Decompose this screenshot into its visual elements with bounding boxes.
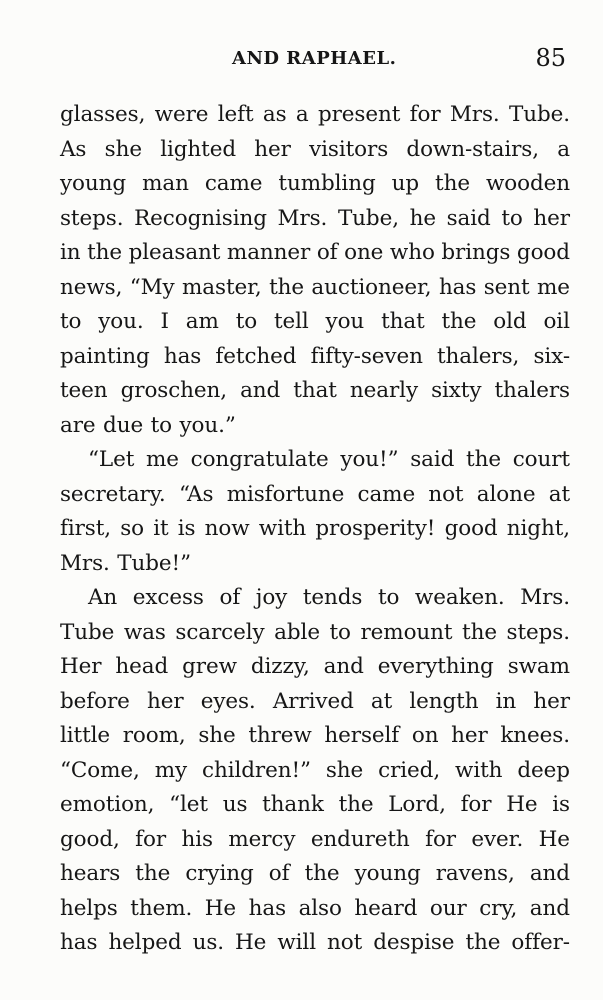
text-word: man xyxy=(142,171,189,196)
text-word: you. xyxy=(98,309,144,334)
text-word: said xyxy=(410,447,455,472)
text-word: as xyxy=(262,102,287,127)
text-word: sixty xyxy=(431,378,482,403)
text-word: to xyxy=(377,585,400,610)
text-word: young xyxy=(60,171,127,196)
text-word: thalers, xyxy=(437,343,520,369)
text-word: the xyxy=(87,240,123,265)
text-word: herself xyxy=(324,723,400,748)
text-word: has xyxy=(60,930,98,955)
text-word: glasses, xyxy=(60,102,146,127)
text-word: steps. xyxy=(60,205,124,231)
text-word: Mrs. xyxy=(449,102,500,127)
text-word: and xyxy=(529,895,570,921)
text-word: present xyxy=(317,102,401,127)
text-line xyxy=(60,926,570,961)
text-word: the xyxy=(269,274,304,300)
text-word: not xyxy=(428,481,464,507)
text-word: manner xyxy=(226,240,311,265)
text-word: children!” xyxy=(202,757,311,783)
text-word: a xyxy=(557,136,570,162)
text-word: tends xyxy=(302,585,363,610)
text-word: not xyxy=(327,930,363,955)
text-word: in xyxy=(495,688,517,714)
text-line xyxy=(60,857,570,892)
text-word: first, xyxy=(60,516,112,541)
text-word: emotion, xyxy=(60,792,155,817)
text-word: swam xyxy=(507,654,570,679)
text-line xyxy=(60,719,570,754)
text-word: Lord, xyxy=(388,792,446,817)
text-word: Mrs. xyxy=(60,550,110,576)
text-word: cried, xyxy=(378,757,441,783)
text-word: on xyxy=(411,723,439,748)
text-word: is xyxy=(177,516,196,541)
text-word: despise xyxy=(373,930,455,955)
text-word: mercy xyxy=(228,826,296,852)
text-word: dizzy, xyxy=(250,654,310,679)
text-word: cry, xyxy=(479,895,518,921)
text-word: Her xyxy=(60,654,102,679)
text-word: for xyxy=(135,826,167,852)
text-line xyxy=(60,202,570,237)
text-word: As xyxy=(60,136,87,162)
text-word: is xyxy=(552,792,570,817)
text-word: for xyxy=(409,102,441,127)
text-word: teen xyxy=(60,378,108,403)
text-word: our xyxy=(429,895,467,921)
text-word: so xyxy=(120,516,145,541)
running-title: AND RAPHAEL. xyxy=(232,48,397,69)
text-word: good, xyxy=(60,826,120,852)
text-word: deep xyxy=(517,757,570,783)
text-word: us xyxy=(222,792,248,817)
text-word: able xyxy=(274,619,320,645)
text-word: hears xyxy=(60,861,121,886)
text-word: Mrs. xyxy=(277,205,328,231)
text-word: six- xyxy=(533,343,570,369)
text-word: me xyxy=(537,274,570,300)
text-word: threw xyxy=(248,723,312,748)
text-word: were xyxy=(154,102,209,127)
text-word: offer- xyxy=(511,930,570,955)
text-word: she xyxy=(198,723,236,748)
text-word: thalers xyxy=(494,378,570,403)
text-word: her xyxy=(533,205,570,231)
text-word: master, xyxy=(182,274,262,300)
text-word: fetched xyxy=(215,343,297,369)
text-word: to xyxy=(60,309,82,334)
text-word: secretary. xyxy=(60,481,166,507)
text-word: to xyxy=(235,309,258,334)
text-line xyxy=(60,340,570,375)
text-word: she xyxy=(325,757,364,783)
page-number: 85 xyxy=(535,44,566,72)
text-word: “My xyxy=(129,274,175,300)
text-word: Tube!” xyxy=(117,550,191,576)
text-word: knees. xyxy=(500,723,570,748)
text-word: her xyxy=(451,723,488,748)
text-word: misfortune xyxy=(226,481,345,507)
text-word: painting xyxy=(60,343,150,369)
text-line xyxy=(60,271,570,306)
text-word: her xyxy=(146,688,184,714)
text-word: he xyxy=(409,205,436,231)
text-word: congratulate xyxy=(190,447,329,472)
text-word: came xyxy=(357,481,416,507)
text-word: auctioneer, xyxy=(311,274,432,300)
text-line xyxy=(60,754,570,789)
text-word: you xyxy=(325,309,365,334)
text-word: wooden xyxy=(485,171,570,196)
text-word: who xyxy=(389,240,435,265)
text-word: “Come, xyxy=(60,757,140,783)
text-word: down-stairs, xyxy=(406,136,539,162)
text-word: the xyxy=(462,619,497,645)
text-word: you!” xyxy=(340,447,399,472)
text-word: and xyxy=(323,654,364,679)
text-word: it xyxy=(153,516,169,541)
text-line xyxy=(60,823,570,858)
text-line xyxy=(60,374,570,409)
text-word: in xyxy=(60,240,81,265)
text-word: good xyxy=(444,516,498,541)
text-line xyxy=(60,305,570,340)
text-word: Arrived xyxy=(272,688,354,714)
text-word: endureth xyxy=(310,826,410,852)
text-word: one xyxy=(344,240,384,265)
text-word: me xyxy=(145,447,179,472)
text-word: fifty-seven xyxy=(310,343,423,369)
text-word: Tube, xyxy=(337,205,399,231)
text-word: old xyxy=(493,309,527,334)
text-word: up xyxy=(391,171,420,196)
text-word: you.” xyxy=(179,412,236,438)
text-line xyxy=(60,892,570,927)
text-word: Mrs. xyxy=(520,585,570,610)
text-word: of xyxy=(316,240,338,265)
text-word: also xyxy=(298,895,342,921)
text-line xyxy=(60,98,570,133)
text-word: of xyxy=(268,861,290,886)
text-word: everything xyxy=(377,654,494,679)
running-head xyxy=(0,44,603,76)
text-word: Recognising xyxy=(134,205,267,231)
text-word: pleasant xyxy=(128,240,221,265)
text-word: the xyxy=(338,792,374,817)
text-word: ravens, xyxy=(435,861,515,886)
text-word: she xyxy=(104,136,142,162)
text-word: alone xyxy=(476,481,536,507)
text-line xyxy=(60,443,570,478)
text-word: He xyxy=(538,826,570,852)
text-line xyxy=(60,650,570,685)
text-word: scarcely xyxy=(175,619,265,645)
text-word: due xyxy=(103,412,144,438)
text-line xyxy=(60,133,570,168)
text-word: of xyxy=(219,585,241,610)
text-word: am xyxy=(185,309,219,334)
text-word: and xyxy=(240,378,281,403)
text-word: room, xyxy=(122,723,186,748)
text-word: young xyxy=(354,861,421,886)
text-word: oil xyxy=(543,309,570,334)
text-word: and xyxy=(529,861,570,886)
text-word: nearly xyxy=(349,378,418,403)
text-word: He xyxy=(235,930,267,955)
text-line xyxy=(60,616,570,651)
text-line xyxy=(60,547,570,582)
text-word: her xyxy=(254,136,291,162)
text-word: before xyxy=(60,688,130,714)
text-word: his xyxy=(181,826,213,852)
text-line xyxy=(60,581,570,616)
text-word: for xyxy=(425,826,456,852)
text-word: her xyxy=(533,688,570,714)
text-line xyxy=(60,788,570,823)
text-word: court xyxy=(512,447,570,472)
text-line xyxy=(60,167,570,202)
text-word: He xyxy=(204,895,237,921)
text-word: excess xyxy=(132,585,204,610)
text-word: lighted xyxy=(160,136,237,162)
text-word: news, xyxy=(60,274,123,300)
text-word: He xyxy=(506,792,538,817)
text-word: joy xyxy=(255,585,288,610)
text-word: “let xyxy=(169,792,208,817)
text-word: will xyxy=(277,930,316,955)
text-word: has xyxy=(438,274,477,300)
text-word: left xyxy=(217,102,254,127)
text-word: the xyxy=(435,171,470,196)
text-word: the xyxy=(466,447,501,472)
text-word: heard xyxy=(354,895,418,921)
text-word: my xyxy=(154,757,188,783)
text-word: with xyxy=(455,757,503,783)
text-word: to xyxy=(501,205,523,231)
text-word: good xyxy=(516,240,570,265)
text-line xyxy=(60,478,570,513)
text-word: remount xyxy=(360,619,453,645)
text-word: tell xyxy=(273,309,309,334)
text-line xyxy=(60,409,570,444)
text-word: night, xyxy=(506,516,570,541)
text-word: them. xyxy=(130,895,193,921)
text-word: that xyxy=(293,378,337,403)
text-word: grew xyxy=(182,654,237,679)
text-word: was xyxy=(123,619,166,645)
text-word: I xyxy=(160,309,169,334)
text-word: eyes. xyxy=(200,688,256,714)
text-word: Tube. xyxy=(508,102,570,127)
text-word: Tube xyxy=(60,619,115,645)
text-word: the xyxy=(135,861,171,886)
body-text xyxy=(60,98,570,961)
text-word: steps. xyxy=(506,619,570,645)
text-word: tumbling xyxy=(278,171,376,196)
text-word: us. xyxy=(192,930,224,955)
text-word: has xyxy=(248,895,287,921)
text-word: prosperity! xyxy=(315,516,436,541)
text-word: that xyxy=(381,309,425,334)
text-word: An xyxy=(88,585,118,610)
text-word: said xyxy=(446,205,491,231)
text-word: for xyxy=(460,792,492,817)
text-word: “Let xyxy=(88,447,135,472)
text-word: helps xyxy=(60,895,118,921)
text-word: has xyxy=(163,343,202,369)
text-word: little xyxy=(60,723,111,748)
text-word: visitors xyxy=(309,136,389,162)
text-word: thank xyxy=(262,792,324,817)
text-word: came xyxy=(204,171,263,196)
text-word: to xyxy=(329,619,351,645)
text-word: now xyxy=(204,516,250,541)
text-word: to xyxy=(150,412,172,438)
text-word: are xyxy=(60,412,96,438)
text-word: sent xyxy=(483,274,530,300)
text-line xyxy=(60,236,570,271)
text-word: the xyxy=(465,930,501,955)
text-word: “As xyxy=(178,481,214,507)
text-word: at xyxy=(370,688,393,714)
text-word: groschen, xyxy=(120,378,228,403)
text-word: crying xyxy=(185,861,254,886)
text-line xyxy=(60,512,570,547)
text-line xyxy=(60,685,570,720)
text-word: the xyxy=(304,861,340,886)
text-word: ever. xyxy=(471,826,524,852)
text-word: length xyxy=(409,688,479,714)
text-word: weaken. xyxy=(414,585,505,610)
text-word: at xyxy=(548,481,570,507)
text-word: brings xyxy=(441,240,511,265)
text-word: a xyxy=(295,102,309,127)
text-word: helped xyxy=(108,930,182,955)
text-word: the xyxy=(441,309,477,334)
text-word: with xyxy=(258,516,307,541)
text-word: head xyxy=(115,654,169,679)
